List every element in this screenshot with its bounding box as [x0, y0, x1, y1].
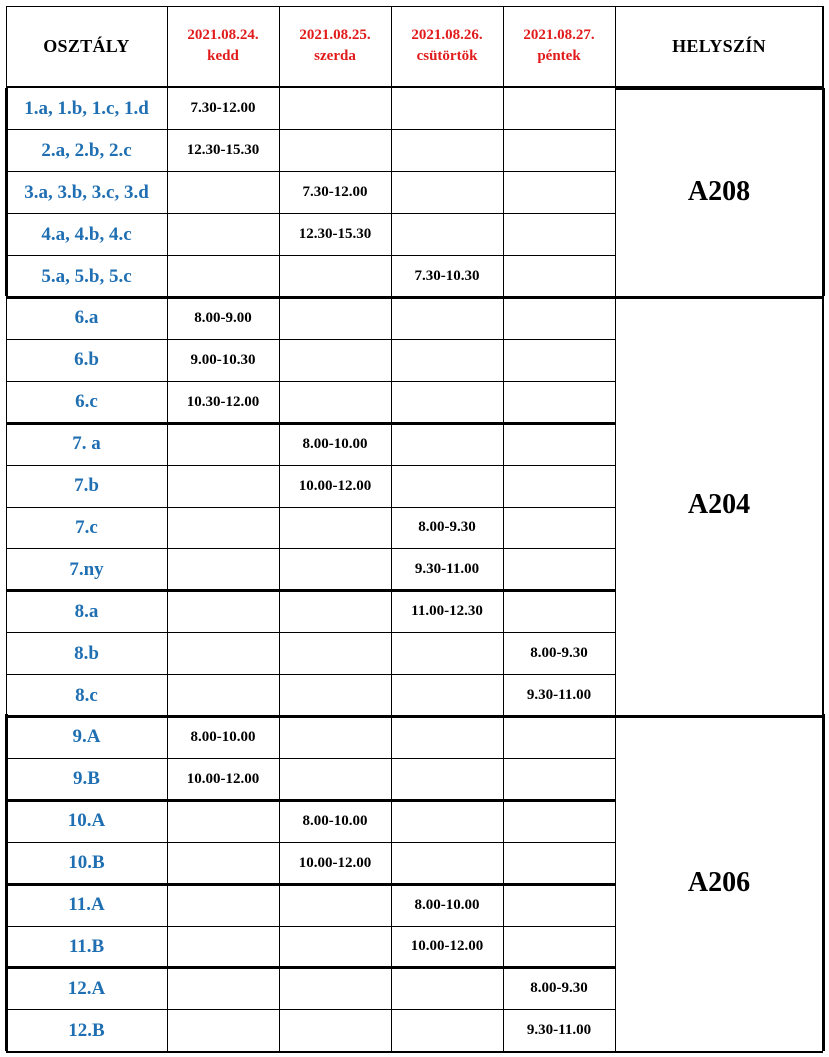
time-cell — [503, 214, 615, 256]
class-cell: 10.A — [67, 810, 106, 832]
class-cell: 6.b — [74, 349, 99, 371]
class-cell: 7.b — [74, 475, 99, 497]
class-cell: 8.c — [75, 684, 98, 706]
header-day-1 — [167, 6, 279, 86]
time-cell: 10.00-12.00 — [298, 854, 372, 871]
time-cell — [167, 800, 279, 842]
time-cell — [391, 633, 503, 675]
time-cell — [503, 339, 615, 381]
class-cell: 2.a, 2.b, 2.c — [41, 139, 132, 161]
class-cell: 8.b — [74, 642, 99, 664]
header-day-4 — [503, 6, 615, 86]
time-cell — [279, 256, 391, 298]
class-cell: 11.B — [68, 935, 105, 957]
grid-line — [6, 296, 823, 299]
time-cell — [167, 675, 279, 717]
time-cell — [167, 172, 279, 214]
class-cell: 5.a, 5.b, 5.c — [41, 265, 132, 287]
time-cell: 12.30-15.30 — [186, 142, 260, 159]
time-cell — [167, 591, 279, 633]
grid-line — [822, 88, 825, 296]
grid-line — [5, 88, 8, 296]
class-cell: 7. a — [72, 433, 101, 455]
class-cell: 12.B — [68, 1019, 105, 1041]
time-cell — [503, 507, 615, 549]
time-cell — [167, 423, 279, 465]
time-cell: 8.00-10.00 — [414, 896, 480, 913]
time-cell — [391, 172, 503, 214]
class-cell: 6.c — [75, 391, 98, 413]
time-cell — [279, 298, 391, 340]
grid-line — [6, 381, 615, 382]
class-cell: 9.B — [73, 768, 100, 790]
time-cell — [503, 842, 615, 884]
time-cell: 11.00-12.30 — [411, 603, 483, 620]
time-cell — [503, 549, 615, 591]
time-cell — [391, 758, 503, 800]
time-cell — [167, 256, 279, 298]
grid-line — [6, 966, 615, 969]
time-cell: 9.30-11.00 — [526, 687, 592, 704]
time-cell — [167, 633, 279, 675]
time-cell — [503, 465, 615, 507]
class-cell: 7.c — [75, 516, 98, 538]
time-cell — [391, 842, 503, 884]
header-day-2-weekday: szerda — [314, 48, 356, 64]
time-cell — [503, 884, 615, 926]
time-cell — [279, 339, 391, 381]
time-cell: 8.00-9.30 — [418, 519, 476, 536]
class-cell: 10.B — [68, 852, 105, 874]
time-cell: 9.30-11.00 — [526, 1022, 592, 1039]
time-cell — [279, 926, 391, 968]
class-cell: 8.a — [74, 600, 99, 622]
time-cell — [503, 130, 615, 172]
time-cell — [391, 130, 503, 172]
grid-line — [6, 129, 615, 130]
class-cell: 6.a — [74, 307, 99, 329]
time-cell — [503, 800, 615, 842]
time-cell — [391, 381, 503, 423]
grid-line — [6, 465, 615, 466]
grid-line — [615, 6, 616, 1051]
time-cell — [503, 591, 615, 633]
time-cell — [391, 339, 503, 381]
grid-line — [6, 339, 615, 340]
time-cell: 10.30-12.00 — [186, 393, 260, 410]
header-day-3-date: 2021.08.26. — [411, 27, 483, 43]
grid-line — [6, 1009, 615, 1010]
grid-line — [6, 758, 615, 759]
class-cell: 3.a, 3.b, 3.c, 3.d — [24, 181, 149, 203]
time-cell: 10.00-12.00 — [298, 477, 372, 494]
time-cell — [279, 88, 391, 130]
header-day-4-date: 2021.08.27. — [523, 27, 595, 43]
time-cell — [503, 298, 615, 340]
time-cell — [279, 884, 391, 926]
time-cell — [167, 214, 279, 256]
time-cell — [279, 549, 391, 591]
time-cell — [279, 968, 391, 1010]
time-cell — [503, 256, 615, 298]
grid-line — [391, 6, 392, 1051]
grid-line — [6, 589, 615, 592]
time-cell — [167, 1010, 279, 1052]
time-cell — [503, 717, 615, 759]
header-day-1-weekday: kedd — [207, 48, 239, 64]
time-cell — [279, 591, 391, 633]
grid-line — [6, 883, 615, 886]
time-cell: 7.30-12.00 — [302, 184, 368, 201]
time-cell: 8.00-9.30 — [530, 980, 588, 997]
grid-line — [822, 714, 825, 1051]
time-cell — [391, 214, 503, 256]
grid-line — [6, 715, 823, 718]
time-cell — [391, 675, 503, 717]
time-cell — [279, 758, 391, 800]
time-cell — [503, 88, 615, 130]
header-class-column: OSZTÁLY — [43, 35, 130, 56]
time-cell — [391, 1010, 503, 1052]
class-cell: 12.A — [67, 977, 106, 999]
grid-line — [6, 799, 615, 802]
time-cell — [391, 717, 503, 759]
header-location-column: HELYSZÍN — [672, 35, 766, 56]
time-cell: 10.00-12.00 — [410, 938, 484, 955]
grid-line — [279, 6, 280, 1051]
room-a208: A208 — [687, 176, 751, 207]
grid-line — [6, 422, 615, 425]
time-cell — [279, 633, 391, 675]
time-cell — [279, 675, 391, 717]
header-day-2-date: 2021.08.25. — [299, 27, 371, 43]
time-cell — [167, 926, 279, 968]
time-cell — [503, 423, 615, 465]
grid-line — [6, 507, 615, 508]
grid-line — [6, 255, 615, 256]
header-day-4-weekday: péntek — [537, 48, 581, 64]
time-cell — [167, 968, 279, 1010]
time-cell — [167, 842, 279, 884]
time-cell — [279, 381, 391, 423]
grid-line — [6, 171, 615, 172]
time-cell — [391, 423, 503, 465]
time-cell — [279, 130, 391, 172]
grid-line — [167, 6, 168, 1051]
time-cell — [391, 88, 503, 130]
time-cell — [391, 800, 503, 842]
time-cell: 10.00-12.00 — [186, 770, 260, 787]
time-cell — [279, 507, 391, 549]
time-cell — [279, 1010, 391, 1052]
time-cell — [167, 549, 279, 591]
grid-line — [6, 842, 615, 843]
class-cell: 1.a, 1.b, 1.c, 1.d — [24, 97, 149, 119]
time-cell: 8.00-9.30 — [530, 645, 588, 662]
time-cell: 8.00-10.00 — [302, 812, 368, 829]
header-day-3 — [391, 6, 503, 86]
class-cell: 11.A — [68, 894, 105, 916]
time-cell — [503, 926, 615, 968]
time-cell: 12.30-15.30 — [298, 226, 372, 243]
time-cell: 9.30-11.00 — [414, 561, 480, 578]
grid-line — [6, 548, 615, 549]
time-cell — [279, 717, 391, 759]
time-cell — [503, 381, 615, 423]
time-cell — [391, 298, 503, 340]
time-cell — [503, 758, 615, 800]
grid-line — [6, 632, 615, 633]
grid-line — [6, 1051, 823, 1053]
time-cell: 8.00-9.00 — [194, 309, 252, 326]
grid-line — [615, 87, 823, 90]
header-day-2 — [279, 6, 391, 86]
room-a204: A204 — [687, 489, 751, 520]
grid-line — [503, 6, 504, 1051]
grid-line — [5, 714, 8, 1051]
time-cell: 7.30-10.30 — [414, 268, 480, 285]
time-cell: 8.00-10.00 — [302, 435, 368, 452]
time-cell — [503, 172, 615, 214]
header-day-1-date: 2021.08.24. — [187, 27, 259, 43]
room-a206: A206 — [687, 867, 751, 898]
grid-line — [6, 213, 615, 214]
grid-line — [6, 926, 615, 927]
time-cell: 9.00-10.30 — [190, 351, 256, 368]
grid-line — [6, 6, 823, 7]
class-cell: 9.A — [72, 726, 101, 748]
time-cell — [167, 507, 279, 549]
class-cell: 4.a, 4.b, 4.c — [41, 223, 132, 245]
header-day-3-weekday: csütörtök — [416, 48, 478, 64]
time-cell — [391, 968, 503, 1010]
class-cell: 7.ny — [69, 558, 104, 580]
grid-line — [6, 674, 615, 675]
time-cell — [391, 465, 503, 507]
time-cell — [167, 465, 279, 507]
time-cell: 7.30-12.00 — [190, 100, 256, 117]
time-cell — [167, 884, 279, 926]
time-cell: 8.00-10.00 — [190, 728, 256, 745]
